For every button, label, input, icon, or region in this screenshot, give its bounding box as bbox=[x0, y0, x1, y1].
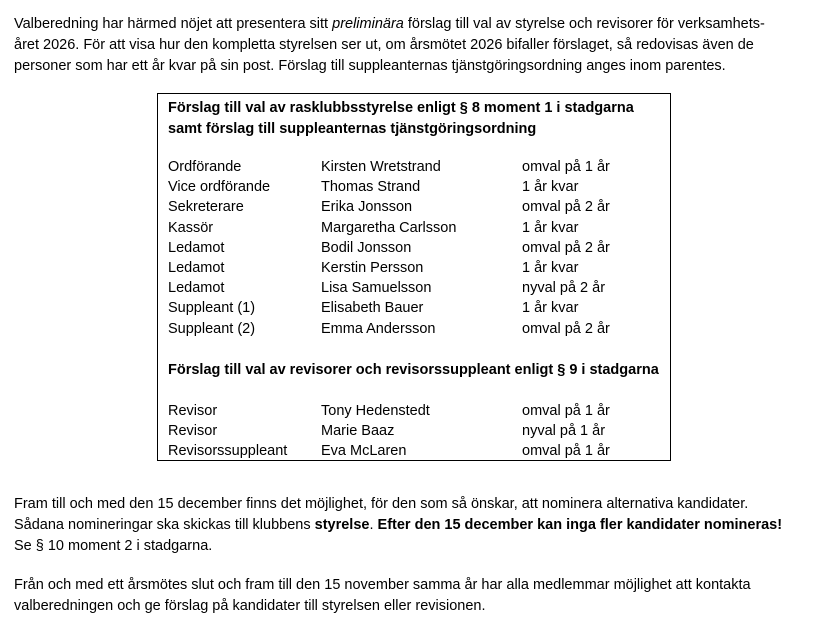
proposal-box bbox=[157, 93, 671, 461]
board-role: Kassör bbox=[168, 219, 214, 236]
board-status: omval på 1 år bbox=[522, 159, 610, 175]
board-title-line1: Förslag till val av rasklubbsstyrelse enligt § 8 moment 1 i stadgarna bbox=[168, 100, 634, 116]
auditor-name: Tony Hedenstedt bbox=[321, 403, 430, 419]
board-status: 1 år kvar bbox=[522, 179, 579, 196]
nomination-styrelse: styrelse bbox=[314, 517, 370, 533]
board-status: 1 år kvar bbox=[522, 300, 579, 317]
board-name: Kirsten Wretstrand bbox=[321, 159, 441, 175]
board-row bbox=[158, 238, 670, 258]
board-title-line2: samt förslag till suppleanternas tjänstgöringsordning bbox=[168, 121, 537, 137]
board-status: omval på 2 år bbox=[522, 320, 610, 337]
nomination-deadline-warning: Efter den 15 december kan inga fler kandidater nomineras! bbox=[377, 517, 783, 533]
board-role: Suppleant (1) bbox=[168, 300, 256, 317]
board-row bbox=[158, 298, 670, 318]
board-name: Erika Jonsson bbox=[321, 199, 413, 216]
intro-text-before: Valberedning har härmed nöjet att presentera sitt bbox=[14, 16, 333, 32]
board-status: 1 år kvar bbox=[522, 260, 579, 276]
auditor-role: Revisor bbox=[168, 423, 218, 440]
board-status: omval på 2 år bbox=[522, 239, 610, 256]
auditor-section-title: Förslag till val av revisorer och revisorssuppleant enligt § 9 i stadgarna bbox=[168, 362, 659, 378]
board-row bbox=[158, 157, 670, 177]
auditor-row bbox=[158, 421, 670, 441]
contact-line2: valberedningen och ge förslag på kandidater till styrelsen eller revisionen. bbox=[14, 598, 486, 614]
auditor-name: Marie Baaz bbox=[321, 423, 395, 440]
intro-line3: personer som har ett år kvar på sin post. Förslag till suppleanternas tjänstgöringsordning anges inom parentes. bbox=[14, 58, 726, 74]
nomination-line2-start: Sådana nomineringar ska skickas till klubbens bbox=[14, 517, 315, 533]
auditor-row bbox=[158, 441, 670, 461]
contact-line1: Från och med ett årsmötes slut och fram till den 15 november samma år har alla medlemmar möjlighet att kontakta bbox=[14, 577, 751, 593]
board-name: Kerstin Persson bbox=[321, 260, 424, 276]
board-role: Ledamot bbox=[168, 280, 225, 297]
auditor-role: Revisorssuppleant bbox=[168, 443, 288, 460]
auditor-role: Revisor bbox=[168, 403, 218, 419]
board-status: 1 år kvar bbox=[522, 219, 579, 236]
intro-emphasis: preliminära bbox=[332, 16, 404, 32]
auditor-status: omval på 1 år bbox=[522, 443, 610, 460]
board-role: Suppleant (2) bbox=[168, 320, 256, 337]
board-name: Bodil Jonsson bbox=[321, 239, 412, 256]
nomination-line1: Fram till och med den 15 december finns det möjlighet, för den som så önskar, att nominera alternativa kandidater. bbox=[14, 496, 749, 512]
board-row bbox=[158, 319, 670, 339]
auditor-status: omval på 1 år bbox=[522, 403, 610, 419]
board-row bbox=[158, 177, 670, 197]
auditor-row bbox=[158, 401, 670, 421]
board-section-title bbox=[168, 98, 663, 140]
board-role: Sekreterare bbox=[168, 199, 244, 216]
board-row bbox=[158, 197, 670, 217]
auditor-status: nyval på 1 år bbox=[522, 423, 606, 440]
board-name: Margaretha Carlsson bbox=[321, 219, 457, 236]
nomination-line2-mid: . bbox=[369, 517, 378, 533]
board-row bbox=[158, 258, 670, 278]
board-name: Elisabeth Bauer bbox=[321, 300, 424, 317]
board-role: Ledamot bbox=[168, 260, 225, 276]
board-status: nyval på 2 år bbox=[522, 280, 606, 297]
intro-paragraph bbox=[14, 14, 804, 77]
board-role: Ordförande bbox=[168, 159, 242, 175]
board-role: Ledamot bbox=[168, 239, 225, 256]
board-row bbox=[158, 278, 670, 298]
contact-paragraph bbox=[14, 575, 804, 617]
intro-line1-rest: förslag till val av styrelse och revisorer för verksamhets- bbox=[403, 16, 765, 32]
board-name: Thomas Strand bbox=[321, 179, 421, 196]
nomination-paragraph bbox=[14, 494, 804, 557]
auditor-name: Eva McLaren bbox=[321, 443, 407, 460]
board-name: Lisa Samuelsson bbox=[321, 280, 432, 297]
board-name: Emma Andersson bbox=[321, 320, 436, 337]
intro-line2: året 2026. För att visa hur den kompletta styrelsen ser ut, om årsmötet 2026 bifaller förslaget, så redovisas även de bbox=[14, 37, 754, 53]
nomination-line3: Se § 10 moment 2 i stadgarna. bbox=[14, 538, 213, 554]
board-row bbox=[158, 218, 670, 238]
board-status: omval på 2 år bbox=[522, 199, 610, 216]
board-role: Vice ordförande bbox=[168, 179, 271, 196]
